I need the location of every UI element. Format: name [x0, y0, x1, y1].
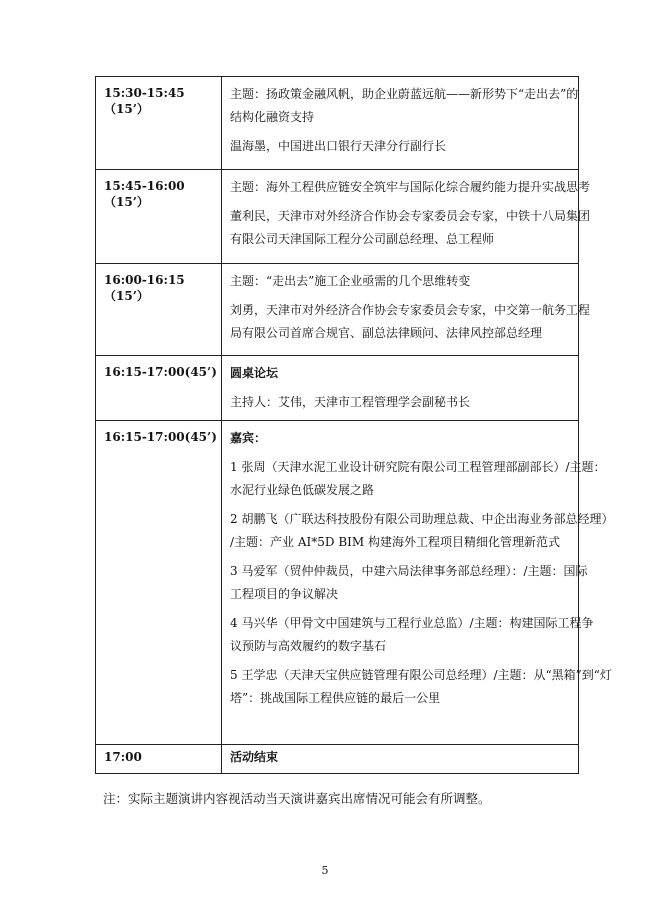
guest-line: 工程项目的争议解决 — [230, 587, 339, 601]
roundtable-title: 圆桌论坛 — [230, 366, 279, 380]
end-label: 活动结束 — [230, 750, 279, 764]
footnote: 注：实际主题演讲内容视活动当天演讲嘉宾出席情况可能会有所调整。 — [103, 791, 491, 806]
host-line: 主持人：艾伟，天津市工程管理学会副秘书长 — [230, 395, 471, 409]
guest-line: /主题：产业 AI*5D BIM 构建海外工程项目精细化管理新范式 — [230, 535, 560, 549]
content-cell — [222, 77, 579, 170]
guest-line: 塔”：挑战国际工程供应链的最后一公里 — [230, 691, 441, 705]
speaker-line: 温海墨，中国进出口银行天津分行副行长 — [230, 139, 447, 153]
speaker-line: 局有限公司首席合规官、副总法律顾问、法律风控部总经理 — [230, 326, 543, 340]
content-cell — [222, 170, 591, 264]
speaker-line: 有限公司天津国际工程分公司副总经理、总工程师 — [230, 232, 495, 246]
topic-line: 主题：“走出去”施工企业亟需的几个思维转变 — [230, 274, 471, 288]
schedule-table — [95, 76, 614, 774]
time-cell: 16:15-17:00(45’) — [96, 421, 222, 745]
time-cell: 15:45-16:00（15’） — [96, 170, 222, 264]
guest-line: 4 马兴华（甲骨文中国建筑与工程行业总监）/主题：构建国际工程争 — [230, 616, 594, 630]
content-cell — [222, 264, 591, 356]
guest-line: 1 张周（天津水泥工业设计研究院有限公司工程管理部副部长）/主题： — [230, 460, 606, 474]
guest-line: 2 胡鹏飞（广联达科技股份有限公司助理总裁、中企出海业务部总经理） — [230, 512, 614, 526]
guest-line: 水泥行业绿色低碳发展之路 — [230, 483, 375, 497]
table-row — [96, 264, 579, 356]
guest-line: 3 马爱军（贸仲仲裁员，中建六局法律事务部总经理）：/主题：国际 — [230, 564, 588, 578]
guest-line: 议预防与高效履约的数字基石 — [230, 639, 387, 653]
time-cell: 16:15-17:00(45’) — [96, 356, 222, 421]
content-cell — [222, 421, 614, 745]
table-row — [96, 77, 579, 170]
table-row — [96, 356, 579, 421]
speaker-line: 董利民，天津市对外经济合作协会专家委员会专家，中铁十八局集团 — [230, 209, 591, 223]
page-number: 5 — [321, 864, 329, 877]
table-row — [96, 170, 579, 264]
time-cell: 17:00 — [96, 745, 222, 774]
time-cell: 15:30-15:45（15’） — [96, 77, 222, 170]
speaker-line: 刘勇，天津市对外经济合作协会专家委员会专家，中交第一航务工程 — [230, 303, 591, 317]
table-row — [96, 745, 579, 774]
topic-line: 结构化融资支持 — [230, 110, 315, 124]
guests-label: 嘉宾： — [230, 431, 267, 445]
table-row — [96, 421, 579, 745]
content-cell — [222, 356, 579, 421]
guest-line: 5 王学忠（天津天宝供应链管理有限公司总经理）/主题：从“黑箱”到“灯 — [230, 668, 612, 682]
content-cell — [222, 745, 579, 774]
topic-line: 主题：扬政策金融风帆，助企业蔚蓝远航——新形势下“走出去”的 — [230, 87, 579, 101]
time-cell: 16:00-16:15（15’） — [96, 264, 222, 356]
topic-line: 主题：海外工程供应链安全筑牢与国际化综合履约能力提升实战思考 — [230, 180, 591, 194]
